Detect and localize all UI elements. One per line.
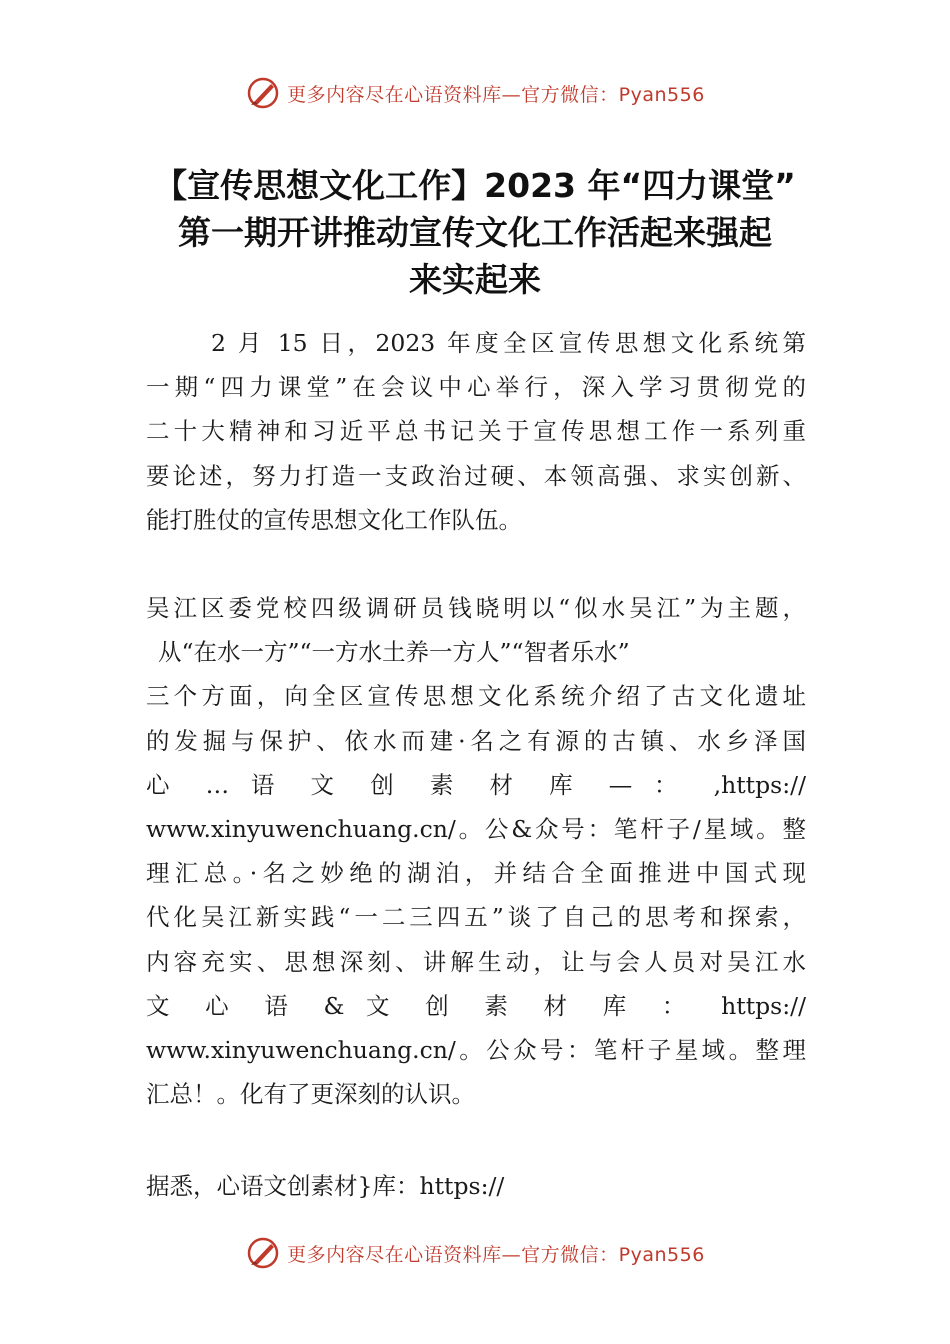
footer-banner [0, 1233, 950, 1273]
header-banner-text: 更多内容尽在心语资料库—官方微信：Pyan556 [287, 83, 705, 106]
text-line: www.xinyuwenchuang.cn/。公&众号：笔杆子/星域。整 [146, 814, 806, 843]
text-line: 二十大精神和习近平总书记关于宣传思想工作一系列重 [146, 417, 806, 446]
footer-banner-text: 更多内容尽在心语资料库—官方微信：Pyan556 [287, 1243, 705, 1266]
pen-seal-icon [245, 1235, 281, 1271]
text-line: 内容充实、思想深刻、讲解生动，让与会人员对吴江水 [146, 947, 806, 976]
text-line: 要论述，努力打造一支政治过硬、本领高强、求实创新、 [146, 461, 806, 490]
text-line: 代化吴江新实践“一二三四五”谈了自己的思考和探索， [146, 903, 806, 932]
text-line: 心 … 语 文 创 素 材 库 — ： ,https:// [146, 770, 806, 799]
paragraph-2 [146, 586, 806, 1116]
paragraph-1 [146, 321, 806, 542]
title-line: 【宣传思想文化工作】2023 年“四力课堂” [154, 166, 796, 205]
text-line: 理汇总。·名之妙绝的湖泊，并结合全面推进中国式现 [146, 859, 806, 888]
text-line: 2 月 15 日，2023 年度全区宣传思想文化系统第 [211, 329, 806, 357]
text-line: 从“在水一方”“一方水土养一方人”“智者乐水” [158, 638, 630, 667]
document-title [100, 162, 850, 303]
text-line: 吴江区委党校四级调研员钱晓明以“似水吴江”为主题， [146, 594, 806, 622]
header-banner [0, 73, 950, 113]
title-line: 第一期开讲推动宣传文化工作活起来强起 [178, 213, 772, 252]
pen-seal-icon [245, 75, 281, 111]
text-line: 汇总！。化有了更深刻的认识。 [146, 1080, 475, 1109]
text-line: 三个方面，向全区宣传思想文化系统介绍了古文化遗址 [146, 682, 806, 711]
text-line: www.xinyuwenchuang.cn/。公众号：笔杆子星域。整理 [146, 1035, 806, 1064]
text-line: 据悉，心语文创素材}库：https:// [146, 1172, 505, 1200]
paragraph-3 [146, 1164, 806, 1208]
text-line: 能打胜仗的宣传思想文化工作队伍。 [146, 505, 522, 534]
text-line: 的发掘与保护、依水而建·名之有源的古镇、水乡泽国 [146, 726, 806, 755]
text-line: 一期“四力课堂”在会议中心举行，深入学习贯彻党的 [146, 373, 806, 402]
text-line: 文 心 语 & 文 创 素 材 库 ： https:// [146, 991, 806, 1020]
title-line: 来实起来 [409, 260, 541, 299]
